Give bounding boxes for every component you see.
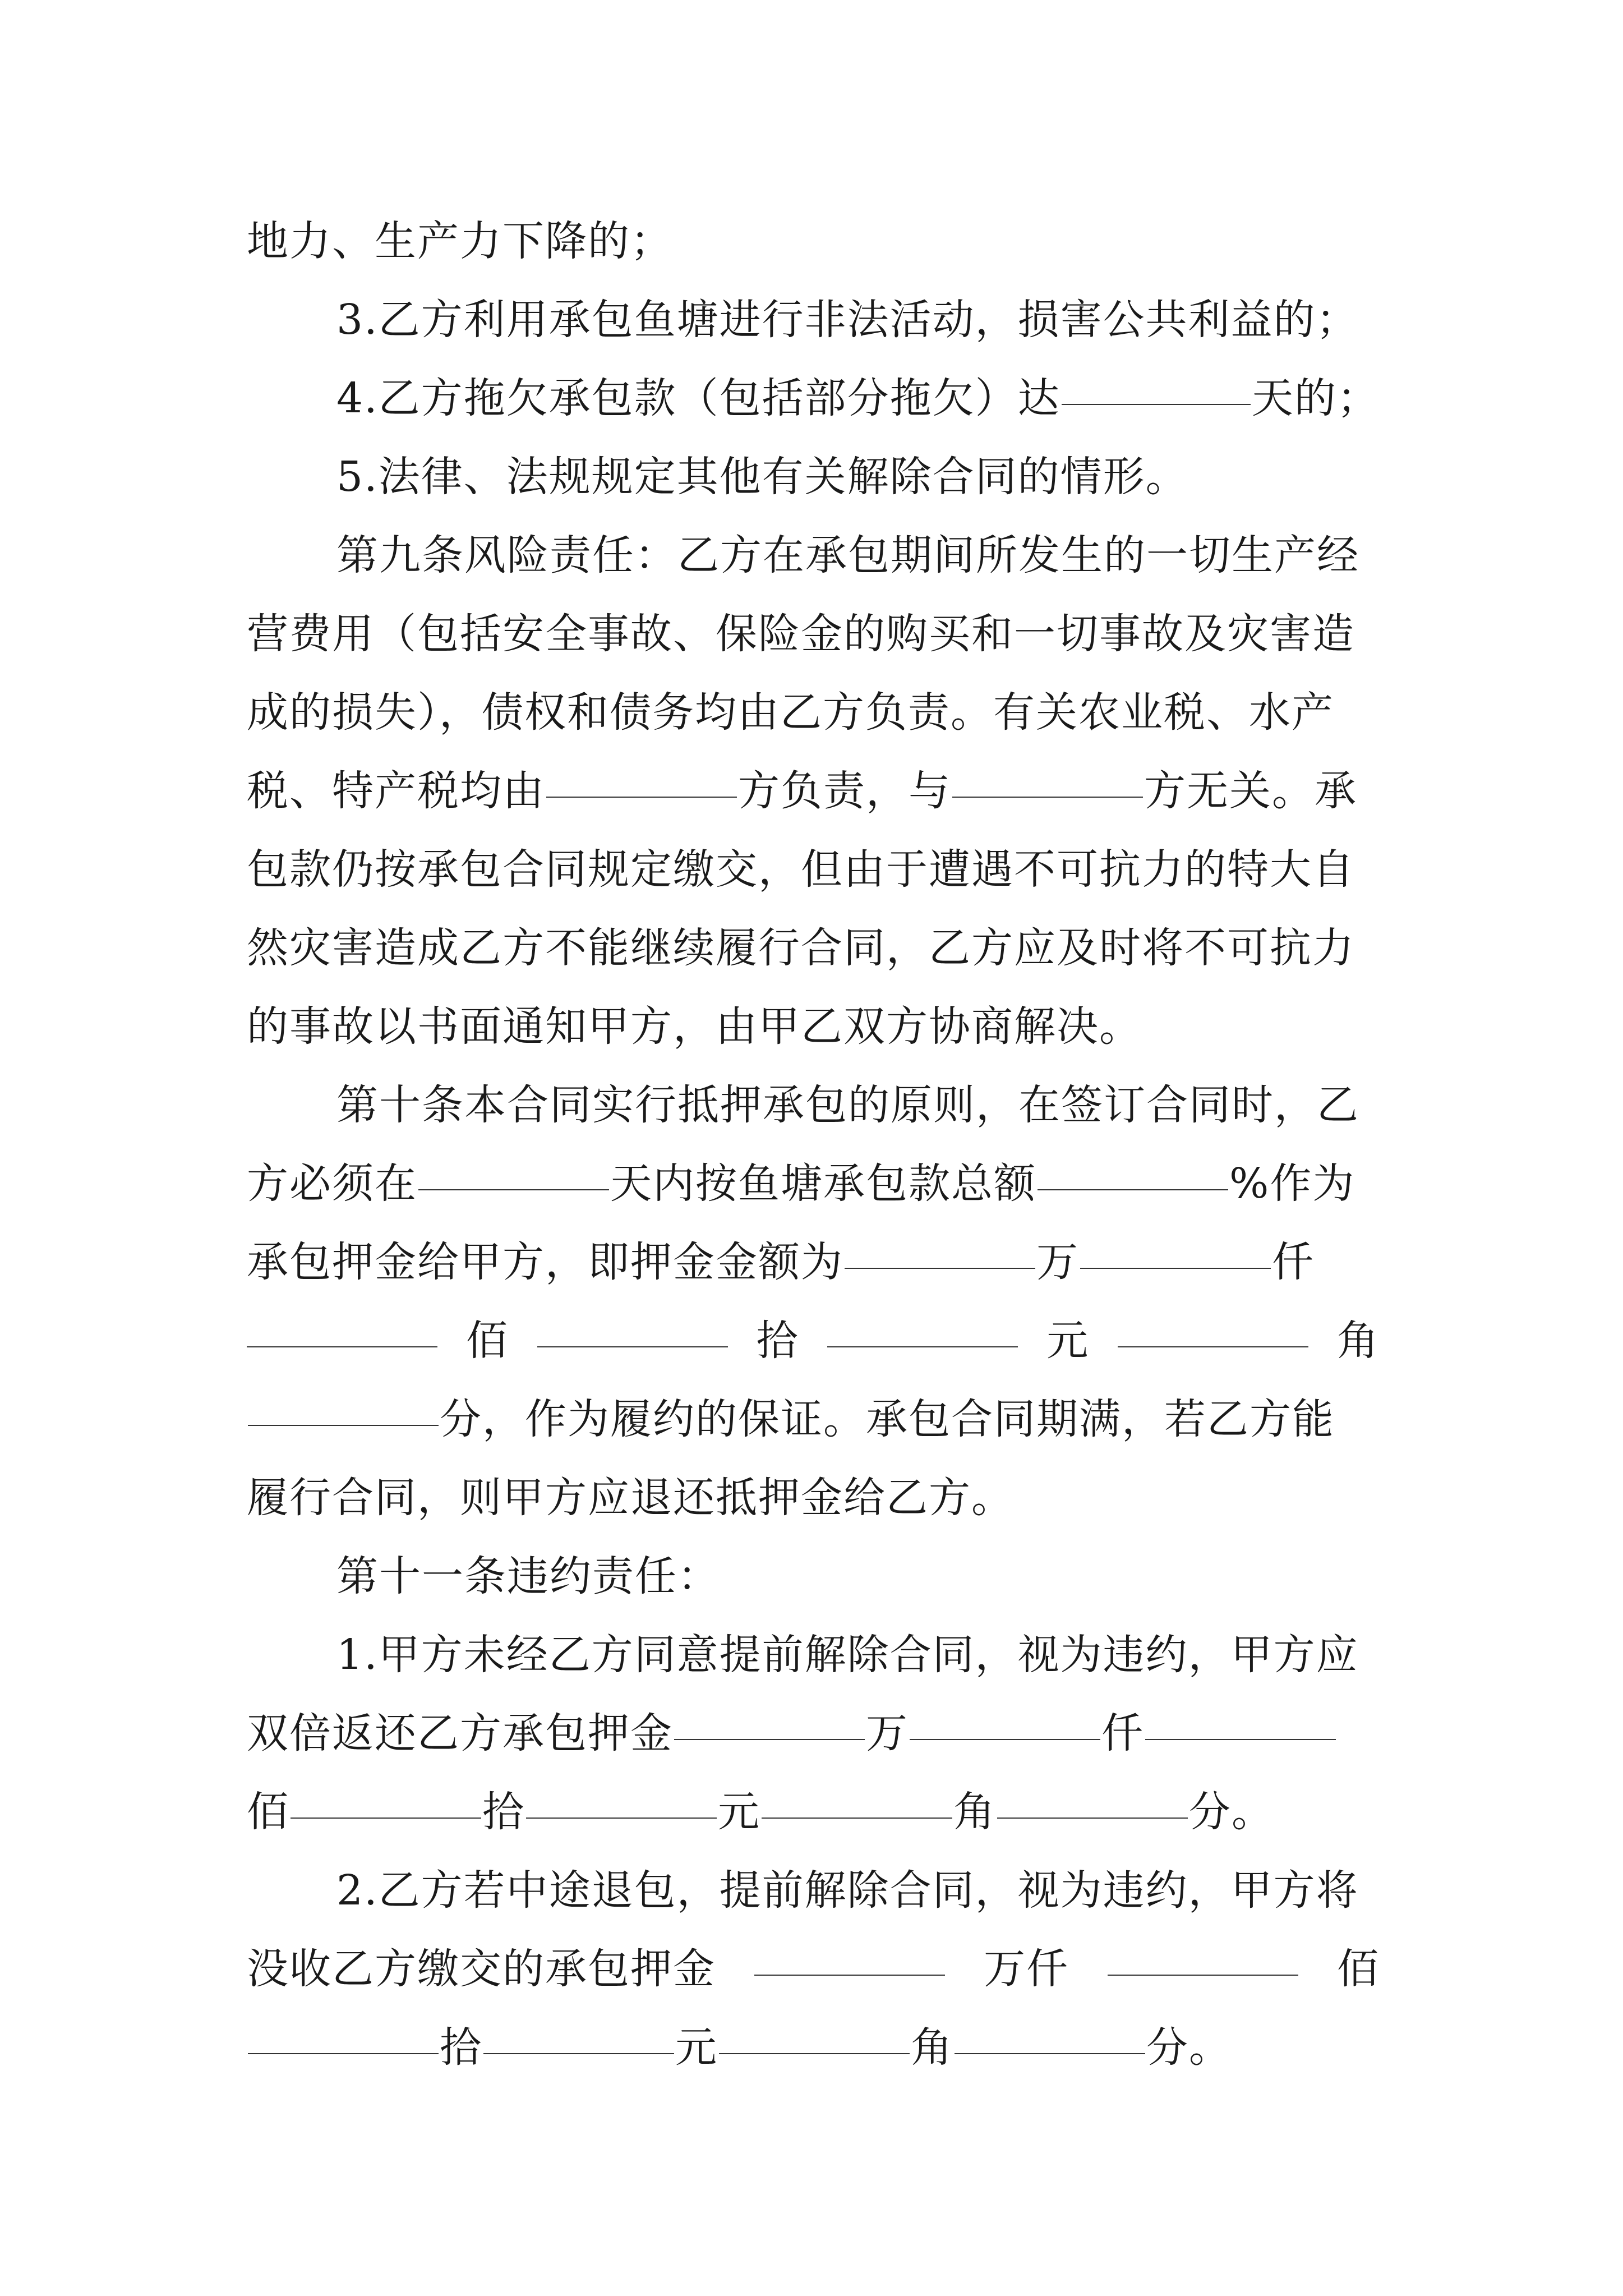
line-text: 元 — [1046, 1317, 1090, 1365]
text-line — [247, 987, 1380, 1066]
fill-blank — [762, 1812, 952, 1819]
line-text: %作为 — [1229, 1159, 1355, 1208]
line-text: 履行合同，则甲方应退还抵押金给乙方。 — [247, 1474, 1014, 1522]
article-9-heading — [336, 516, 1380, 595]
line-text: 万 — [1036, 1238, 1079, 1286]
text-line — [247, 673, 1380, 752]
fill-blank — [910, 1733, 1100, 1740]
line-text: 拾 — [756, 1317, 799, 1365]
fill-blank — [537, 1341, 728, 1347]
text-line — [247, 909, 1380, 987]
article-10-heading — [336, 1066, 1380, 1144]
fill-blank — [845, 1262, 1035, 1269]
text-line — [247, 1458, 1380, 1537]
line-text: 分。 — [1189, 1788, 1274, 1836]
list-item-3 — [336, 280, 1380, 359]
text-line — [247, 830, 1380, 909]
line-text: 角 — [953, 1788, 996, 1836]
line-text: 5.法律、法规规定其他有关解除合同的情形。 — [336, 453, 1188, 501]
line-text: 分。 — [1146, 2023, 1232, 2072]
text-line — [247, 2008, 1380, 2087]
line-text: 佰 — [465, 1317, 509, 1365]
fill-blank — [719, 2047, 910, 2054]
list-item-1 — [336, 1616, 1380, 1694]
line-text: 角 — [911, 2023, 953, 2072]
fill-blank — [1080, 1262, 1271, 1269]
line-text: 万 — [866, 1709, 909, 1757]
line-text: 拾 — [482, 1788, 525, 1836]
line-text: 然灾害造成乙方不能继续履行合同，乙方应及时将不可抗力 — [247, 924, 1355, 972]
fill-blank — [955, 2047, 1145, 2054]
line-text: 成的损失），债权和债务均由乙方负责。有关农业税、水产 — [247, 688, 1334, 737]
list-item-2 — [336, 1851, 1380, 1930]
line-text: 方必须在 — [247, 1159, 417, 1208]
text-line — [247, 1301, 1380, 1380]
fill-blank — [1108, 1969, 1298, 1976]
line-text: 方无关。承 — [1144, 767, 1357, 815]
fill-blank — [1038, 1184, 1228, 1190]
fill-blank — [1145, 1733, 1336, 1740]
line-text: 4.乙方拖欠承包款（包括部分拖欠）达 — [336, 374, 1061, 422]
fill-blank — [827, 1341, 1018, 1347]
line-text: 1.甲方未经乙方同意提前解除合同，视为违约，甲方应 — [336, 1631, 1359, 1679]
line-text: 的事故以书面通知甲方，由甲乙双方协商解决。 — [247, 1002, 1142, 1051]
text-line — [247, 1223, 1380, 1301]
list-item-5 — [336, 438, 1380, 516]
fill-blank — [674, 1733, 865, 1740]
text-line — [247, 1930, 1380, 2008]
fill-blank — [526, 1812, 717, 1819]
fill-blank — [291, 1812, 481, 1819]
text-line — [247, 1380, 1380, 1458]
line-text: 包款仍按承包合同规定缴交，但由于遭遇不可抗力的特大自 — [247, 845, 1355, 894]
line-text: 没收乙方缴交的承包押金 — [247, 1945, 716, 1993]
line-text: 仟 — [1272, 1238, 1315, 1286]
line-text: 万仟 — [984, 1945, 1069, 1993]
fill-blank — [1118, 1341, 1308, 1347]
line-text: 天的； — [1252, 374, 1380, 422]
line-text: 天内按鱼塘承包款总额 — [610, 1159, 1036, 1208]
line-text: 拾 — [440, 2023, 482, 2072]
fill-blank — [952, 791, 1143, 798]
line-text: 佰 — [247, 1788, 289, 1836]
line-text: 分，作为履约的保证。承包合同期满，若乙方能 — [440, 1395, 1335, 1443]
line-text: 税、特产税均由 — [247, 767, 545, 815]
line-text: 营费用（包括安全事故、保险金的购买和一切事故及灾害造 — [247, 610, 1355, 658]
text-line — [247, 752, 1380, 830]
line-text: 第十一条违约责任： — [336, 1552, 720, 1600]
fill-blank — [483, 2047, 674, 2054]
text-line — [247, 1694, 1380, 1773]
line-text: 佰 — [1337, 1945, 1380, 1993]
article-11-heading — [336, 1537, 1380, 1616]
line-text: 承包押金给甲方，即押金金额为 — [247, 1238, 843, 1286]
line-text: 第九条风险责任：乙方在承包期间所发生的一切生产经 — [336, 531, 1359, 579]
fill-blank — [418, 1184, 609, 1190]
text-line — [247, 1144, 1380, 1223]
fill-blank — [754, 1969, 945, 1976]
line-text: 2.乙方若中途退包，提前解除合同，视为违约，甲方将 — [336, 1866, 1359, 1915]
line-text: 元 — [718, 1788, 760, 1836]
line-text: 3.乙方利用承包鱼塘进行非法活动，损害公共利益的； — [336, 296, 1359, 344]
text-line — [247, 202, 1380, 280]
fill-blank — [546, 791, 737, 798]
line-text: 双倍返还乙方承包押金 — [247, 1709, 673, 1757]
fill-blank — [248, 2047, 439, 2054]
fill-blank — [248, 1419, 439, 1426]
line-text: 第十条本合同实行抵押承包的原则，在签订合同时，乙 — [336, 1081, 1359, 1129]
line-text: 方负责，与 — [738, 767, 951, 815]
fill-blank — [247, 1341, 437, 1347]
text-line — [247, 595, 1380, 673]
line-text: 角 — [1336, 1317, 1380, 1365]
fill-blank — [1062, 398, 1251, 405]
line-text: 仟 — [1101, 1709, 1144, 1757]
line-text: 地力、生产力下降的； — [247, 217, 673, 265]
text-line — [247, 1773, 1380, 1851]
fill-blank — [997, 1812, 1188, 1819]
line-text: 元 — [675, 2023, 718, 2072]
list-item-4 — [336, 359, 1380, 438]
